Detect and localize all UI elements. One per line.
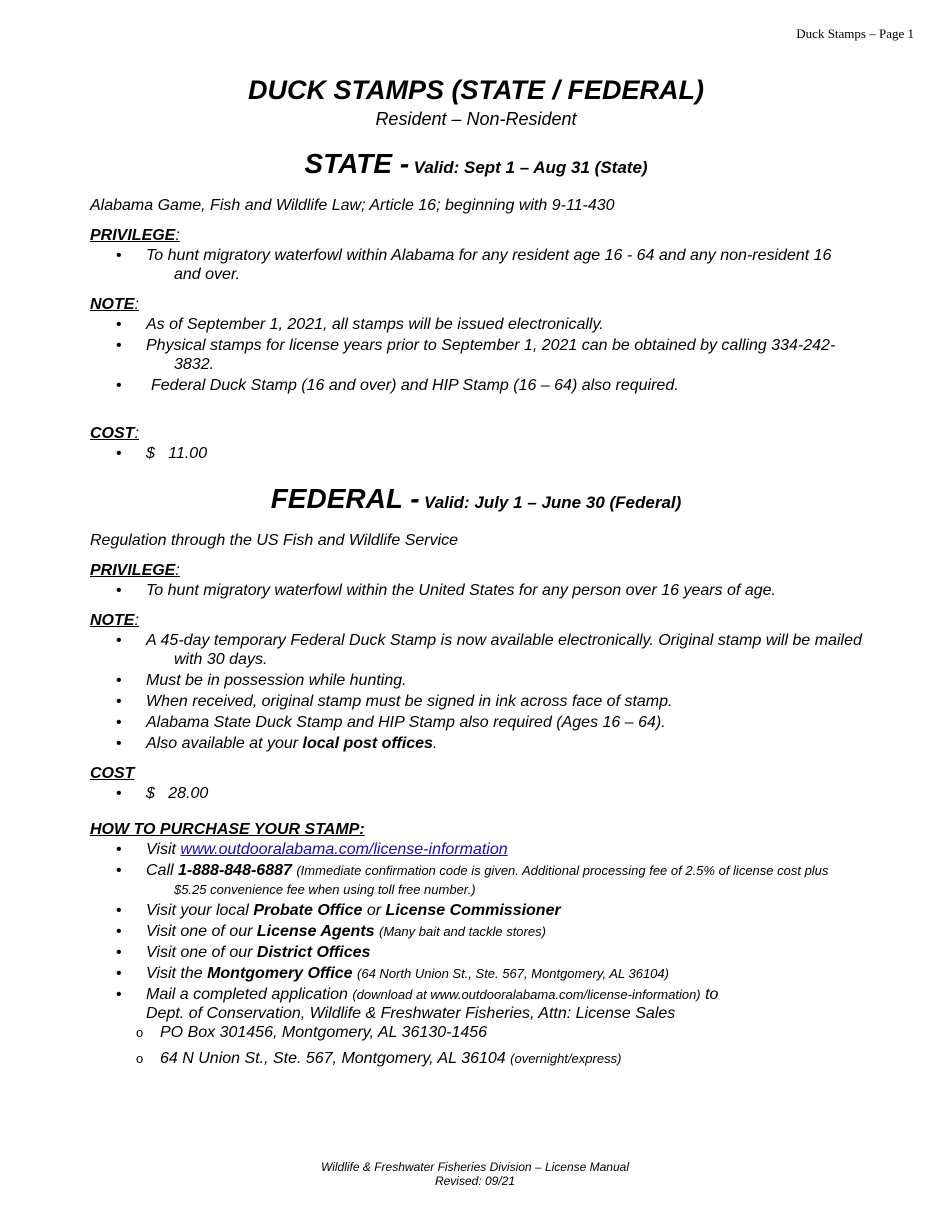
list-item: • Visit one of our District Offices: [116, 944, 371, 961]
state-law: Alabama Game, Fish and Wildlife Law; Article 16; beginning with 9-11-430: [90, 197, 615, 214]
page-subtitle: Resident – Non-Resident: [375, 109, 577, 129]
list-item: • A 45-day temporary Federal Duck Stamp is now available electronically. Original stamp will be mailed with 30 days.: [116, 632, 862, 668]
federal-regulation: Regulation through the US Fish and Wildlife Service: [90, 532, 459, 549]
list-item: • Federal Duck Stamp (16 and over) and HIP Stamp (16 – 64) also required.: [116, 377, 679, 394]
footer-line-1: Wildlife & Freshwater Fisheries Division – License Manual: [320, 1160, 629, 1174]
state-privilege-label: PRIVILEGE:: [90, 227, 180, 244]
federal-heading-title: FEDERAL -: [270, 483, 420, 514]
phone-number: 1-888-848-6887: [178, 862, 292, 879]
state-cost-label: COST:: [90, 425, 139, 442]
purchase-list: [90, 840, 862, 1069]
federal-note-label: NOTE:: [90, 612, 139, 629]
list-item: • $ 28.00: [116, 785, 209, 802]
state-privilege-list: [90, 246, 862, 284]
list-item: • When received, original stamp must be signed in ink across face of stamp.: [116, 693, 673, 710]
list-item: • Mail a completed application (download at www.outdooralabama.com/license-information) to Dept. of Conservation, Wildlife & Freshwater Fisheries, Attn: License Sales o PO Box 301456, Montgomery, AL 36130-1456 o 64 N Union St., Ste. 567, Montgomery, AL 36104 (overnight/express): [90, 985, 862, 1069]
federal-note-list: [90, 631, 862, 753]
page-title: DUCK STAMPS (STATE / FEDERAL): [248, 75, 704, 105]
list-item: • To hunt migratory waterfowl within the United States for any person over 16 years of age.: [116, 582, 776, 599]
list-item: • Visit your local Probate Office or License Commissioner: [116, 902, 561, 919]
purchase-label: HOW TO PURCHASE YOUR STAMP:: [90, 821, 365, 838]
list-item: • Visit one of our License Agents (Many bait and tackle stores): [116, 923, 546, 940]
address-item: o PO Box 301456, Montgomery, AL 36130-1456: [136, 1024, 488, 1041]
list-item: • As of September 1, 2021, all stamps will be issued electronically.: [116, 316, 604, 333]
page-header: Duck Stamps – Page 1: [796, 26, 914, 41]
state-note-label: NOTE:: [90, 296, 139, 313]
list-item: • Visit www.outdooralabama.com/license-information: [116, 841, 508, 858]
federal-privilege-label: PRIVILEGE:: [90, 562, 180, 579]
list-item: • $ 11.00: [116, 445, 208, 462]
state-cost-list: [90, 444, 862, 463]
list-item: • Also available at your local post offices.: [116, 735, 438, 752]
federal-cost-label: COST: [90, 765, 135, 782]
list-item: • To hunt migratory waterfowl within Alabama for any resident age 16 - 64 and any non-resident 16 and over.: [116, 247, 832, 283]
federal-privilege-list: [90, 581, 862, 600]
license-info-link[interactable]: www.outdooralabama.com/license-information: [180, 841, 508, 858]
state-note-list: [90, 315, 862, 395]
list-item: • Alabama State Duck Stamp and HIP Stamp also required (Ages 16 – 64).: [116, 714, 666, 731]
federal-cost-list: [90, 784, 862, 803]
federal-heading-validity: Valid: July 1 – June 30 (Federal): [423, 493, 682, 512]
list-item: • Call 1-888-848-6887 (Immediate confirmation code is given. Additional processing fee of 2.5% of license cost plus $5.25 convenience fee when using toll free number.): [116, 862, 829, 897]
list-item: • Must be in possession while hunting.: [116, 672, 407, 689]
federal-heading: [90, 479, 862, 524]
footer-line-2: Revised: 09/21: [434, 1174, 516, 1188]
list-item: • Visit the Montgomery Office (64 North Union St., Ste. 567, Montgomery, AL 36104): [116, 965, 669, 982]
document-body: [90, 72, 862, 1079]
page-footer: [0, 1160, 950, 1188]
address-item: o 64 N Union St., Ste. 567, Montgomery, AL 36104 (overnight/express): [136, 1050, 622, 1067]
state-heading-validity: Valid: Sept 1 – Aug 31 (State): [413, 158, 648, 177]
state-heading-title: STATE -: [304, 148, 410, 179]
mail-address-list: [90, 1023, 862, 1069]
state-heading: [90, 144, 862, 189]
list-item: • Physical stamps for license years prior to September 1, 2021 can be obtained by calling 334-242-3832.: [116, 337, 836, 373]
